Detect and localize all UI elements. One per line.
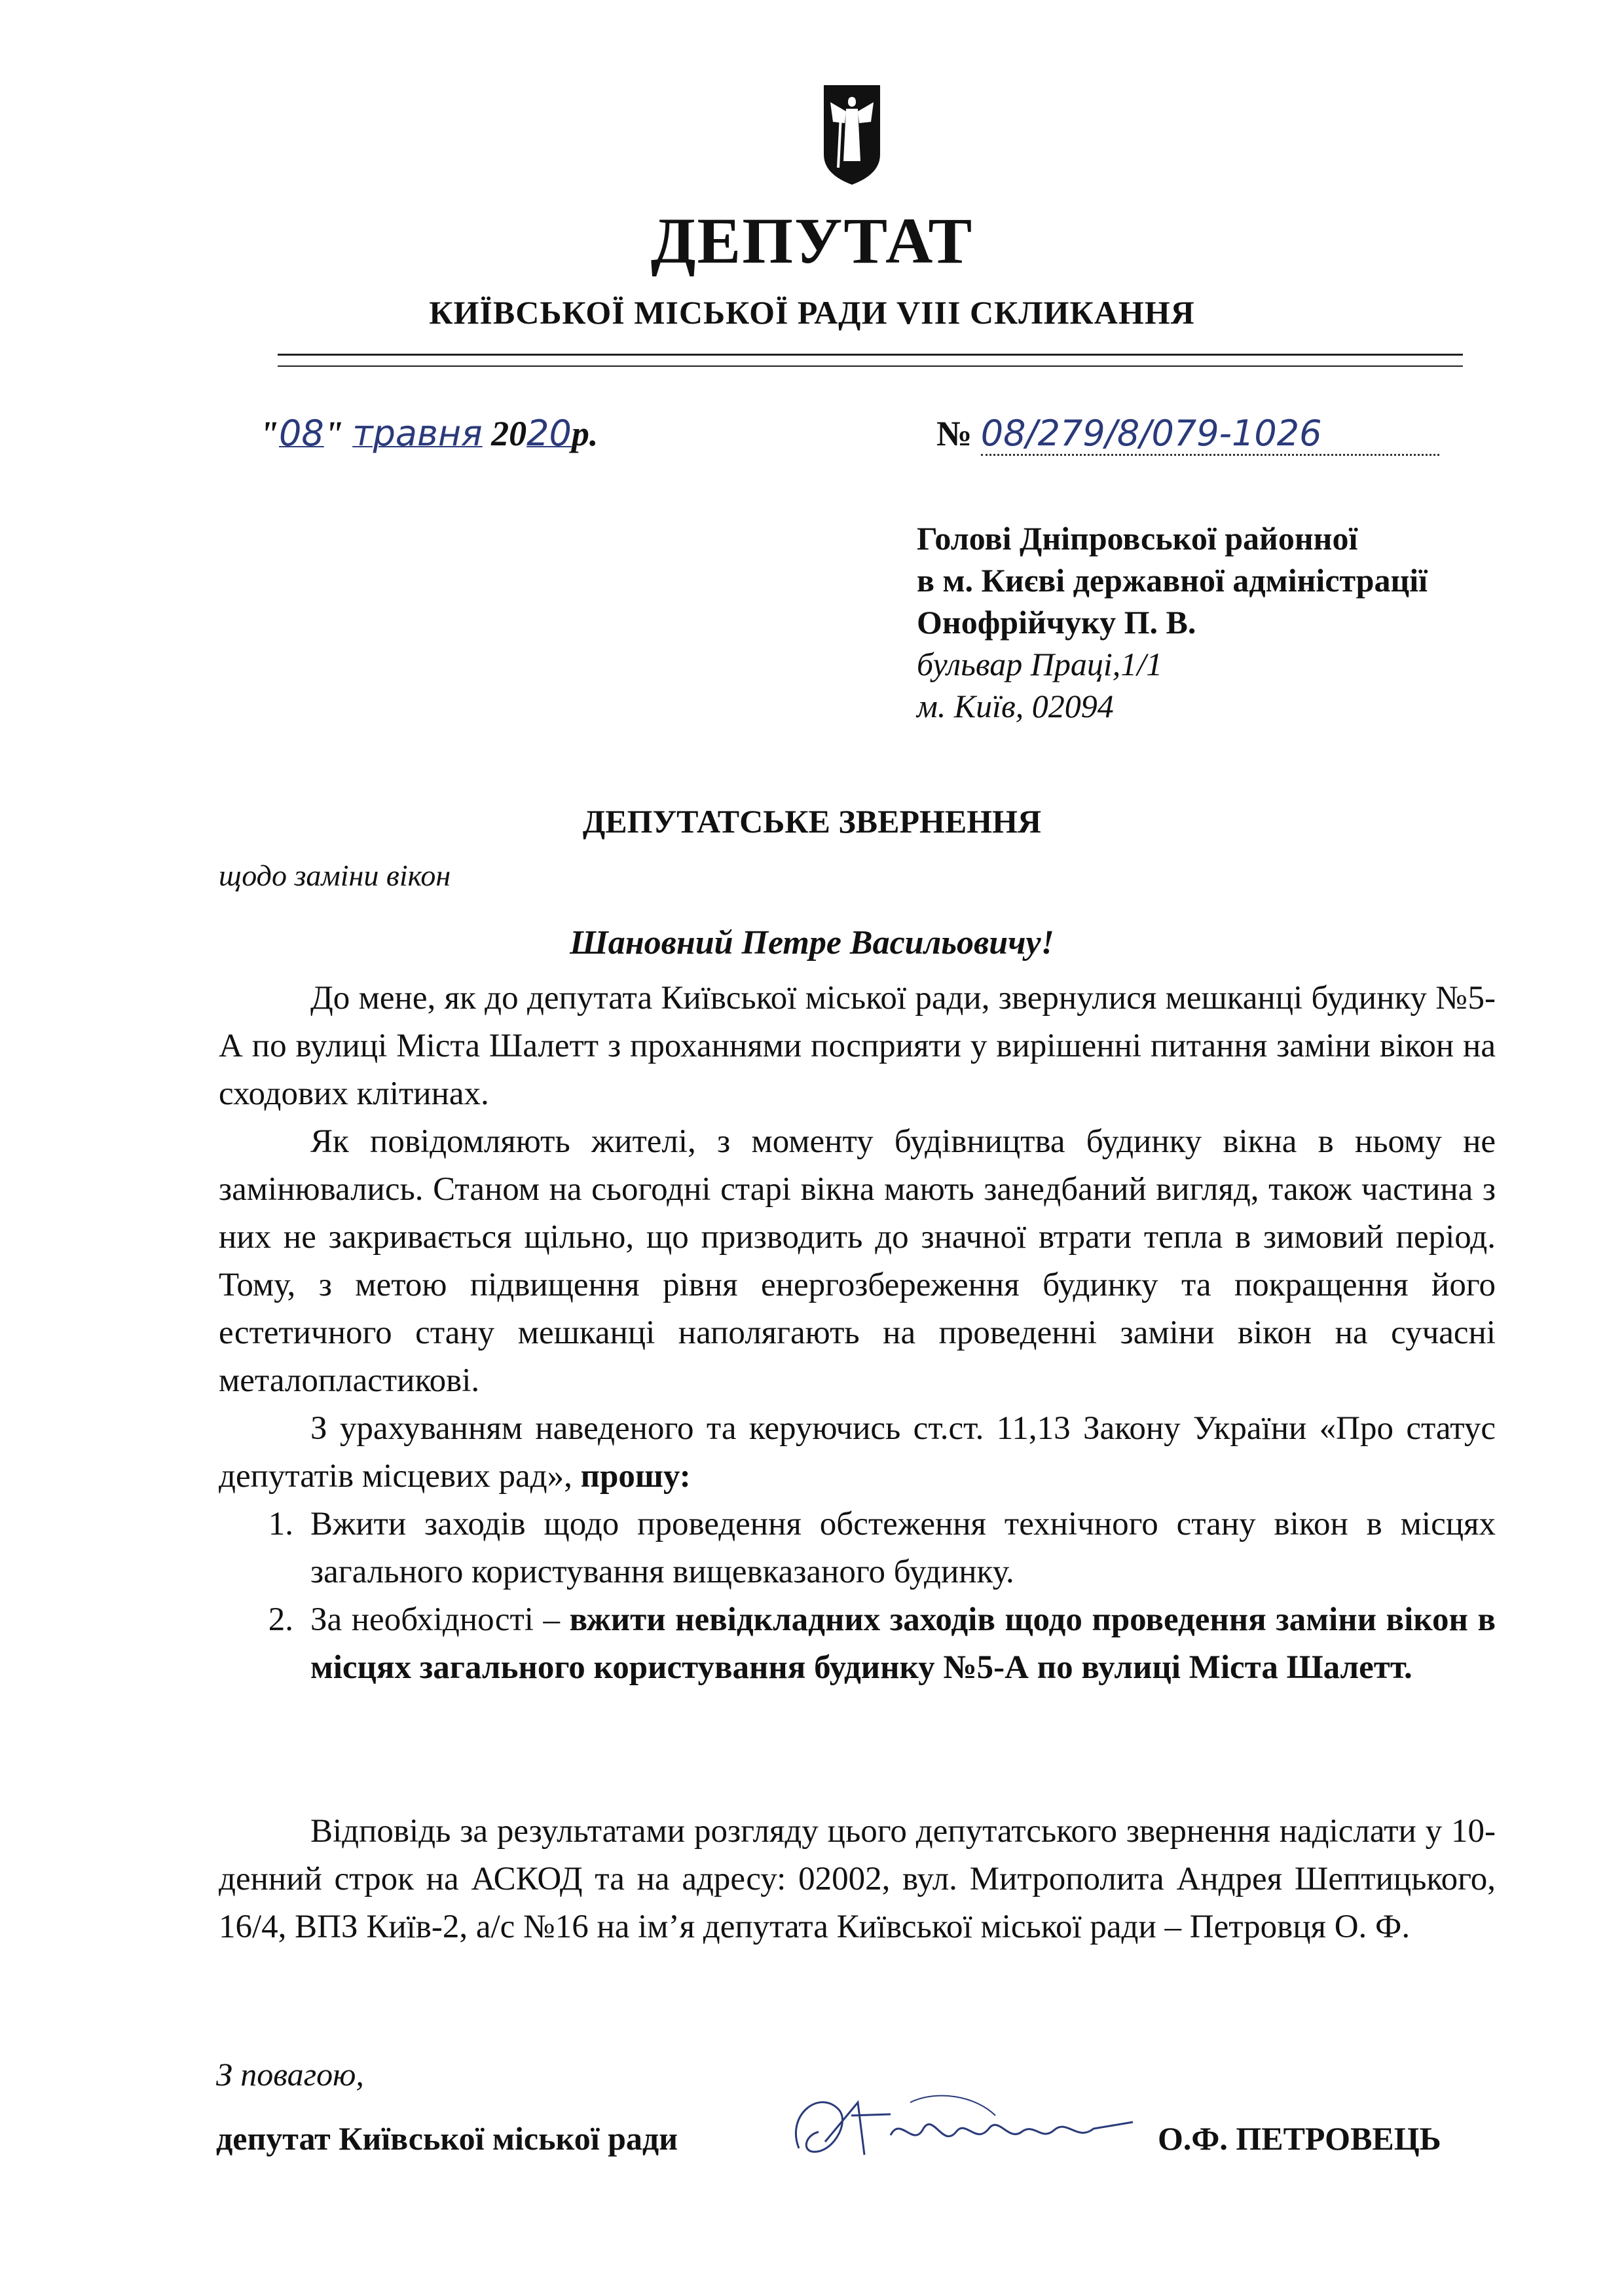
addressee-street: бульвар Праці,1/1: [917, 646, 1163, 682]
addressee-block: [917, 517, 1428, 727]
document-number-value: 08/279/8/079-1026: [981, 413, 1439, 456]
list-item-text: За необхідності – вжити невідкладних заходів щодо проведення заміни вікон в місцях загального користування будинку №5-А по вулиці Міста Шалетт.: [310, 1601, 1496, 1686]
list-item-text: Вжити заходів щодо проведення обстеження технічного стану вікон в місцях загального користування вищевказаного будинку.: [310, 1506, 1496, 1590]
addressee-line: в м. Києві державної адміністрації: [917, 562, 1428, 599]
list-item-number: 1.: [268, 1506, 293, 1542]
handwritten-signature: [779, 2076, 1146, 2174]
document-date: "08" травня 2020р.: [259, 413, 599, 454]
list-item: [219, 1596, 1496, 1692]
date-day: 08: [278, 413, 324, 454]
request-list: [219, 1501, 1496, 1692]
header-divider-thin: [278, 365, 1463, 367]
document-title: ДЕПУТАТСЬКЕ ЗВЕРНЕННЯ: [582, 803, 1042, 840]
header-title: ДЕПУТАТ: [650, 204, 974, 277]
document-body: [219, 975, 1496, 1692]
date-month: травня: [352, 413, 483, 454]
document-subject: щодо заміни вікон: [219, 859, 451, 892]
document-number: № 08/279/8/079-1026: [936, 413, 1460, 456]
salutation: Шановний Петре Васильовичу!: [570, 924, 1054, 961]
body-paragraph: З урахуванням наведеного та керуючись ст.ст. 11,13 Закону України «Про статус депутатів місцевих рад», прошу:: [219, 1410, 1496, 1495]
list-item: [219, 1501, 1496, 1596]
signatory-name: О.Ф. ПЕТРОВЕЦЬ: [1158, 2120, 1441, 2157]
list-item-number: 2.: [268, 1601, 293, 1638]
body-paragraph: До мене, як до депутата Київської міської ради, звернулися мешканці будинку №5-А по вулиці Міста Шалетт з проханнями посприяти у вирішенні питання заміни вікон на сходових клітинах.: [219, 980, 1496, 1112]
addressee-line: Голові Дніпровської районної: [917, 520, 1358, 557]
closing-respect: З повагою,: [216, 2056, 364, 2093]
reply-instructions: Відповідь за результатами розгляду цього депутатського звернення надіслати у 10-денний строк на АСКОД та на адресу: 02002, вул. Митрополита Андрея Шептицького, 16/4, ВПЗ Київ-2, а/с №16 на ім’я депутата Київської міської ради – Петровця О. Ф.: [219, 1813, 1496, 1945]
date-year: 20: [526, 413, 572, 454]
addressee-city: м. Київ, 02094: [917, 688, 1114, 724]
addressee-name: Онофрійчуку П. В.: [917, 604, 1196, 641]
header-divider: [278, 354, 1463, 356]
kyiv-coat-of-arms-icon: [821, 83, 883, 187]
header-subtitle: КИЇВСЬКОЇ МІСЬКОЇ РАДИ VIII СКЛИКАННЯ: [429, 294, 1195, 331]
body-paragraph: Як повідомляють жителі, з моменту будівництва будинку вікна в ньому не замінювались. Станом на сьогодні старі вікна мають занедбаний вигляд, також частина з них не закривається щільно, що призводить до значної втрати тепла в зимовий період. Тому, з метою підвищення рівня енергозбереження будинку та покращення його естетичного стану мешканці наполягають на проведенні заміни вікон на сучасні металопластикові.: [219, 1123, 1496, 1399]
signatory-position: депутат Київської міської ради: [216, 2120, 678, 2157]
